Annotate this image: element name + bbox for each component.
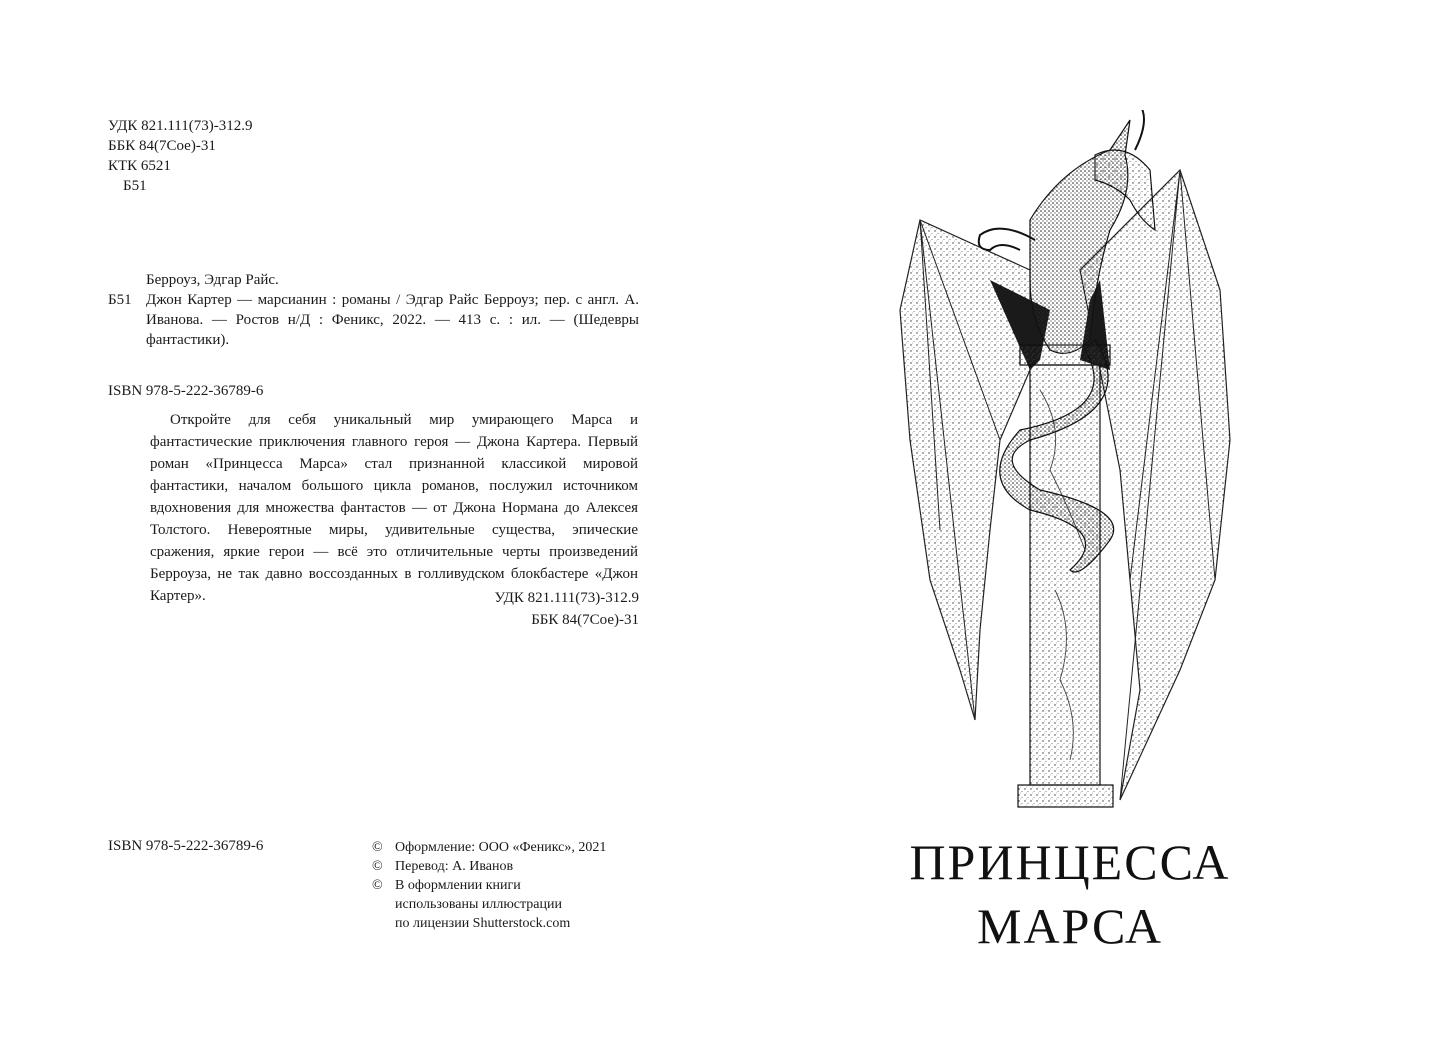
copyright-notices xyxy=(372,838,606,933)
pillar-base xyxy=(1018,785,1113,807)
ktk-code: КТК 6521 xyxy=(108,158,171,174)
right-wing xyxy=(1080,170,1230,800)
classification-codes xyxy=(108,116,252,196)
annotation: Откройте для себя уникальный мир умирающего Марса и фантастические приключения главного героя — Джона Картера. Первый роман «Принцесса Марса» стал признанной классикой мировой фантастики, началом большого цикла романов, послужил источником вдохновения для множества фантастов — от Джона Нормана до Алексея Толстого. Невероятные миры, удивительные существа, эпические сражения, яркие герои — всё это отличительные черты произведений Берроуза, не так давно воссозданных в голливудском блокбастере «Джон Картер». xyxy=(150,412,638,604)
copyright-illustrations-line1: В оформлении книги xyxy=(395,878,521,893)
copyright-symbol: © xyxy=(372,878,383,893)
dragon-on-pillar-illustration xyxy=(880,110,1240,820)
bottom-classification xyxy=(495,587,639,631)
copyright-design xyxy=(372,838,606,857)
isbn-top: ISBN 978-5-222-36789-6 xyxy=(108,383,264,399)
copyright-symbol: © xyxy=(372,859,383,874)
copyright-symbol: © xyxy=(372,840,383,855)
copyright-illustrations-line3: по лицензии Shutterstock.com xyxy=(395,916,571,931)
copyright-illustrations xyxy=(372,876,606,895)
copyright-translation xyxy=(372,857,606,876)
bottom-udk-code: УДК 821.111(73)-312.9 xyxy=(494,590,639,606)
udk-code: УДК 821.111(73)-312.9 xyxy=(108,118,253,134)
biblio-author-mark: Б51 xyxy=(108,292,132,308)
copyright-design-text: Оформление: ООО «Феникс», 2021 xyxy=(395,840,607,855)
bibliographic-description-block xyxy=(108,290,639,350)
isbn-bottom: ISBN 978-5-222-36789-6 xyxy=(108,838,264,854)
copyright-illustrations-line2: использованы иллюстрации xyxy=(395,897,562,912)
book-title xyxy=(880,830,1260,958)
title-line-1: ПРИНЦЕССА xyxy=(909,834,1231,890)
author-mark: Б51 xyxy=(123,178,147,194)
title-line-2: МАРСА xyxy=(977,898,1163,954)
copyright-translation-text: Перевод: А. Иванов xyxy=(395,859,514,874)
author-heading: Берроуз, Эдгар Райс. xyxy=(146,272,279,288)
bbk-code: ББК 84(7Сое)-31 xyxy=(108,138,216,154)
bibliographic-description: Джон Картер — марсианин : романы / Эдгар Райс Берроуз; пер. с англ. А. Иванова. — Ростов н/Д : Феникс, 2022. — 413 с. : ил. — (Шедевры фантастики). xyxy=(146,292,639,348)
bottom-bbk-code: ББК 84(7Сое)-31 xyxy=(531,612,639,628)
bibliographic-record xyxy=(108,270,639,350)
